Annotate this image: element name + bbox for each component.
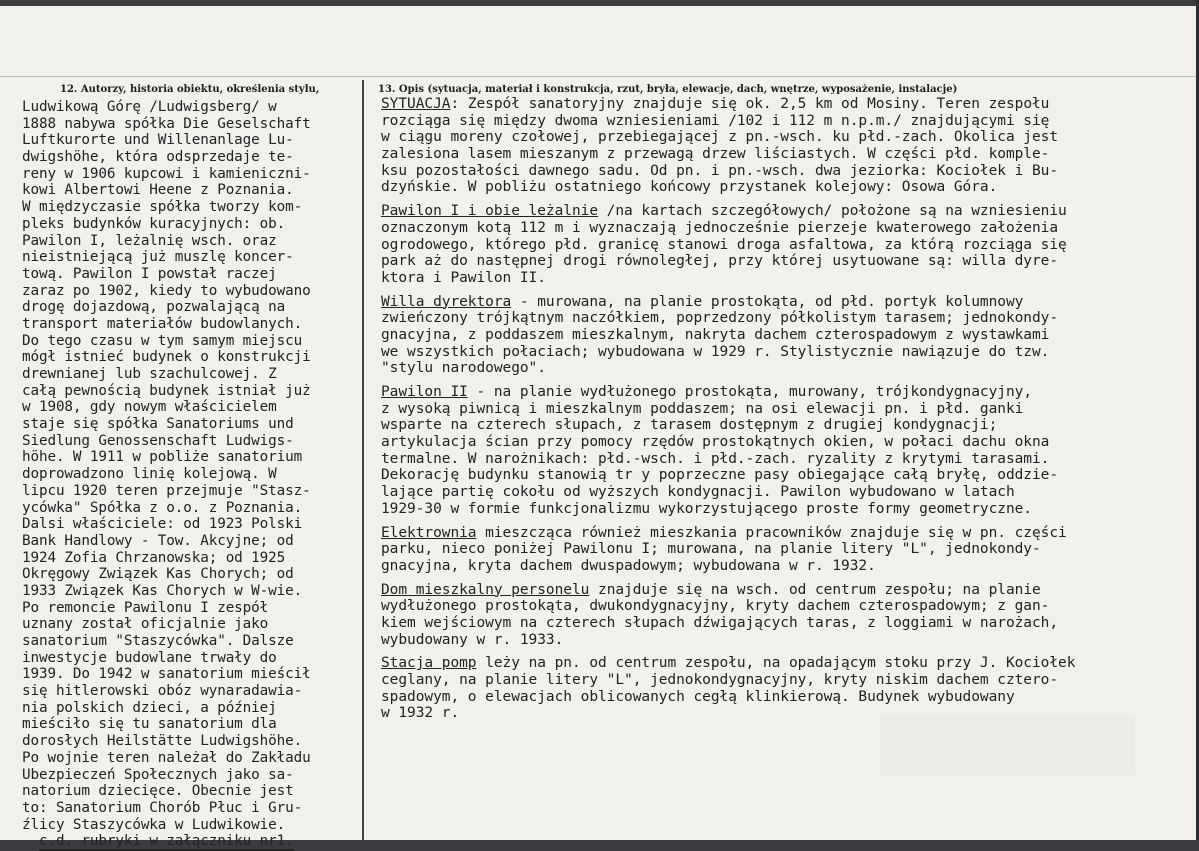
paste-over-patch <box>880 715 1135 775</box>
description-line: gnacyjna, z poddaszem mieszkalnym, nakryta dachem czterospadowym z wystawkami <box>381 326 1050 343</box>
paragraph-gap <box>381 575 1075 582</box>
description-line: gnacyjna, kryta dachem dwuspadowym; wybudowana w r. 1932. <box>381 557 876 574</box>
section-heading: Dom mieszkalny personelu <box>381 581 590 598</box>
history-line: Ubezpieczeń Społecznych jako sa- <box>22 766 294 783</box>
description-line: zwieńczony trójkątnym naczółkiem, poprzedzony półkolistym tarasem; jednokondy- <box>381 310 1059 327</box>
history-line: drewnianej lub szachulcowej. Z <box>22 366 277 382</box>
history-line: źlicy Staszycówka w Ludwikowie. <box>22 816 286 833</box>
history-line: kowi Albertowi Heene z Poznania. <box>22 182 294 199</box>
description-line: w 1932 r. <box>381 705 460 722</box>
section-heading: Willa dyrektora <box>381 293 512 310</box>
history-line: mógł istnieć budynek o konstrukcji <box>22 349 311 366</box>
history-line: nieistniejącą już muszlę koncer- <box>22 249 294 266</box>
history-column <box>22 99 311 850</box>
description-line: Dom mieszkalny personelu znajduje się na wsch. od centrum zespołu; na planie <box>381 581 1041 598</box>
history-line <box>22 833 311 850</box>
section-heading: SYTUACJA <box>381 96 451 112</box>
section-heading: Pawilon I i obie leżalnie <box>381 203 598 220</box>
history-line: 1933 Związek Kas Chorych w W-wie. <box>22 582 303 599</box>
description-line: rozciąga się między dwoma wzniesieniami /102 i 112 m n.p.m./ znajdującymi się <box>381 112 1050 129</box>
section-heading: Pawilon II <box>381 384 468 400</box>
description-line: wybudowany w r. 1933. <box>381 631 564 648</box>
history-line: lipcu 1920 teren przejmuje "Stasz- <box>22 482 311 499</box>
history-line: Siedlung Genossenschaft Ludwigs- <box>22 432 294 449</box>
history-line: transport materiałów budowlanych. <box>22 315 303 332</box>
history-line: tową. Pawilon I powstał raczej <box>22 265 277 282</box>
left-column-header: 12. Autorzy, historia obiektu, określenia stylu, <box>60 84 320 95</box>
description-line: 1929-30 w formie funkcjonalizmu wykorzystującego proste formy geometryczne. <box>381 500 1032 517</box>
history-line: drogę dojazdową, pozwalającą na <box>22 299 286 316</box>
paragraph-gap <box>381 518 1075 525</box>
history-line: 1924 Zofia Chrzanowska; od 1925 <box>22 549 286 566</box>
history-line: Bank Handlowy - Tow. Akcyjne; od <box>22 532 294 549</box>
history-line: Pawilon I, leżalnię wsch. oraz <box>22 232 277 249</box>
history-line: Ludwikową Górę /Ludwigsberg/ w <box>22 99 277 115</box>
continuation-note: c.d. rubryki w załączniku nr1. <box>38 833 294 850</box>
description-line: ktora i Pawilon II. <box>381 269 546 286</box>
history-line: höhe. W 1911 w pobliże sanatorium <box>22 449 303 466</box>
history-line: Po wojnie teren należał do Zakładu <box>22 749 311 766</box>
description-line: ceglany, na planie litery "L", jednokondygnacyjny, kryty niskim dachem cztero- <box>381 672 1059 688</box>
history-line: staje się spółka Sanatoriums und <box>22 416 294 433</box>
paragraph-gap <box>381 196 1075 203</box>
description-line: oznaczonym kotą 112 m i wyznaczają jednocześnie pierzeje kwaterowego założenia <box>381 219 1059 236</box>
history-line: reny w 1906 kupcowi i kamieniczni- <box>22 165 311 182</box>
form-top-rule <box>0 76 1199 77</box>
description-line: dzyńskie. W pobliżu ostatniego końcowy przystanek kolejowy: Osowa Góra. <box>381 179 998 196</box>
history-line: pleks budynków kuracyjnych: ob. <box>22 215 286 232</box>
history-line: doprowadzono linię kolejową. W <box>22 466 277 483</box>
description-line: lające partię cokołu od wyższych kondygnacji. Pawilon wybudowano w latach <box>381 484 1015 501</box>
scan-edge-top <box>0 0 1199 6</box>
description-line: wydłużonego prostokąta, dwukondygnacyjny, kryty dachem czterospadowym; z gan- <box>381 598 1050 615</box>
description-line: Elektrownia mieszcząca również mieszkania pracowników znajduje się w pn. części <box>381 524 1067 541</box>
history-line: Po remoncie Pawilonu I zespół <box>22 599 269 616</box>
description-line: parku, nieco poniżej Pawilonu I; murowana, na planie litery "L", jednokondy- <box>381 541 1041 558</box>
section-heading: Elektrownia <box>381 524 477 541</box>
description-line: Willa dyrektora - murowana, na planie prostokąta, od płd. portyk kolumnowy <box>381 293 1024 310</box>
description-line: Stacja pomp leży na pn. od centrum zespołu, na opadającym stoku przy J. Kociołek <box>381 655 1076 672</box>
history-line: Okręgowy Związek Kas Chorych; od <box>22 566 294 583</box>
description-line: ogrodowego, którego płd. granicę stanowi droga asfaltowa, za którą rozciąga się <box>381 236 1067 253</box>
description-line: spadowym, o elewacjach oblicowanych cegłą klinkierową. Budynek wybudowany <box>381 688 1015 705</box>
section-heading: Stacja pomp <box>381 655 477 672</box>
history-line: 1888 nabywa spółka Die Geselschaft <box>22 115 311 132</box>
paragraph-gap <box>381 287 1075 294</box>
description-line: SYTUACJA: Zespół sanatoryjny znajduje się ok. 2,5 km od Mosiny. Teren zespołu <box>381 96 1050 112</box>
description-line: Pawilon II - na planie wydłużonego prostokąta, murowany, trójkondygnacyjny, <box>381 384 1032 400</box>
description-line: zalesiona lasem mieszanym z przewagą drzew liściastych. W części płd. komple- <box>381 146 1050 163</box>
history-line: mieściło się tu sanatorium dla <box>22 716 277 733</box>
paragraph-gap <box>381 648 1075 655</box>
column-divider <box>362 80 364 840</box>
history-line: się hitlerowski obóz wynaradawia- <box>22 683 303 700</box>
description-line: ksu pozostałości dawnego sadu. Od pn. i pn.-wsch. dwa jeziorka: Kociołek i Bu- <box>381 162 1059 179</box>
description-line: wsparte na czterech słupach, z tarasem dostępnym z drugiej kondygnacji; <box>381 417 998 434</box>
description-line: artykulacja ścian przy pomocy rzędów prostokątnych okien, w połaci dachu okna <box>381 434 1050 451</box>
history-line: sanatorium "Staszycówka". Dalsze <box>22 633 294 649</box>
history-line: Dalsi właściciele: od 1923 Polski <box>22 516 303 533</box>
history-line: W międzyczasie spółka tworzy kom- <box>22 199 303 216</box>
description-line: we wszystkich połaciach; wybudowana w 1929 r. Stylistycznie nawiązuje do tzw. <box>381 343 1050 360</box>
description-line: z wysoką piwnicą i mieszkalnym poddaszem; na osi elewacji pn. i płd. ganki <box>381 400 1024 417</box>
description-line: termalne. W narożnikach: płd.-wsch. i płd.-zach. ryzality z krytymi tarasami. <box>381 450 1050 467</box>
history-line: dwigshöhe, która odsprzedaje te- <box>22 149 294 166</box>
description-line: w ciągu moreny czołowej, przebiegającej z pn.-wsch. ku płd.-zach. Okolica jest <box>381 129 1059 146</box>
right-column-header: 13. Opis (sytuacja, materiał i konstrukcja, rzut, bryła, elewacje, dach, wnętrze, wyposażenie, instalacje) <box>378 84 958 95</box>
history-line: uznany został oficjalnie jako <box>22 616 269 633</box>
description-line: kiem wejściowym na czterech słupach dźwigających taras, z loggiami w narożach, <box>381 614 1059 631</box>
paragraph-gap <box>381 377 1075 384</box>
history-line: ycówka" Spółka z o.o. z Poznania. <box>22 499 303 516</box>
description-column <box>381 96 1075 722</box>
history-line: całą pewnością budynek istniał już <box>22 382 311 399</box>
description-line: Pawilon I i obie leżalnie /na kartach szczegółowych/ położone są na wzniesieniu <box>381 203 1067 220</box>
history-line: 1939. Do 1942 w sanatorium mieścił <box>22 666 311 683</box>
description-line: park aż do następnej drogi równoległej, przy której usytuowane są: willa dyre- <box>381 253 1059 270</box>
history-line: zaraz po 1902, kiedy to wybudowano <box>22 282 311 299</box>
history-line: nia polskich dzieci, a później <box>22 699 277 716</box>
history-line: Do tego czasu w tym samym miejscu <box>22 332 303 349</box>
history-line: to: Sanatorium Chorób Płuc i Gru- <box>22 799 303 816</box>
history-line: Luftkurorte und Willenanlage Lu- <box>22 132 294 149</box>
description-line: Dekorację budynku stanowią tr y poprzeczne pasy obiegające całą bryłę, oddzie- <box>381 467 1059 484</box>
description-line: "stylu narodowego". <box>381 360 546 377</box>
history-line: dorosłych Heilstätte Ludwigshöhe. <box>22 733 303 750</box>
history-line: inwestycje budowlane trwały do <box>22 649 277 666</box>
history-line: w 1908, gdy nowym właścicielem <box>22 399 277 416</box>
history-line: natorium dziecięce. Obecnie jest <box>22 783 294 800</box>
